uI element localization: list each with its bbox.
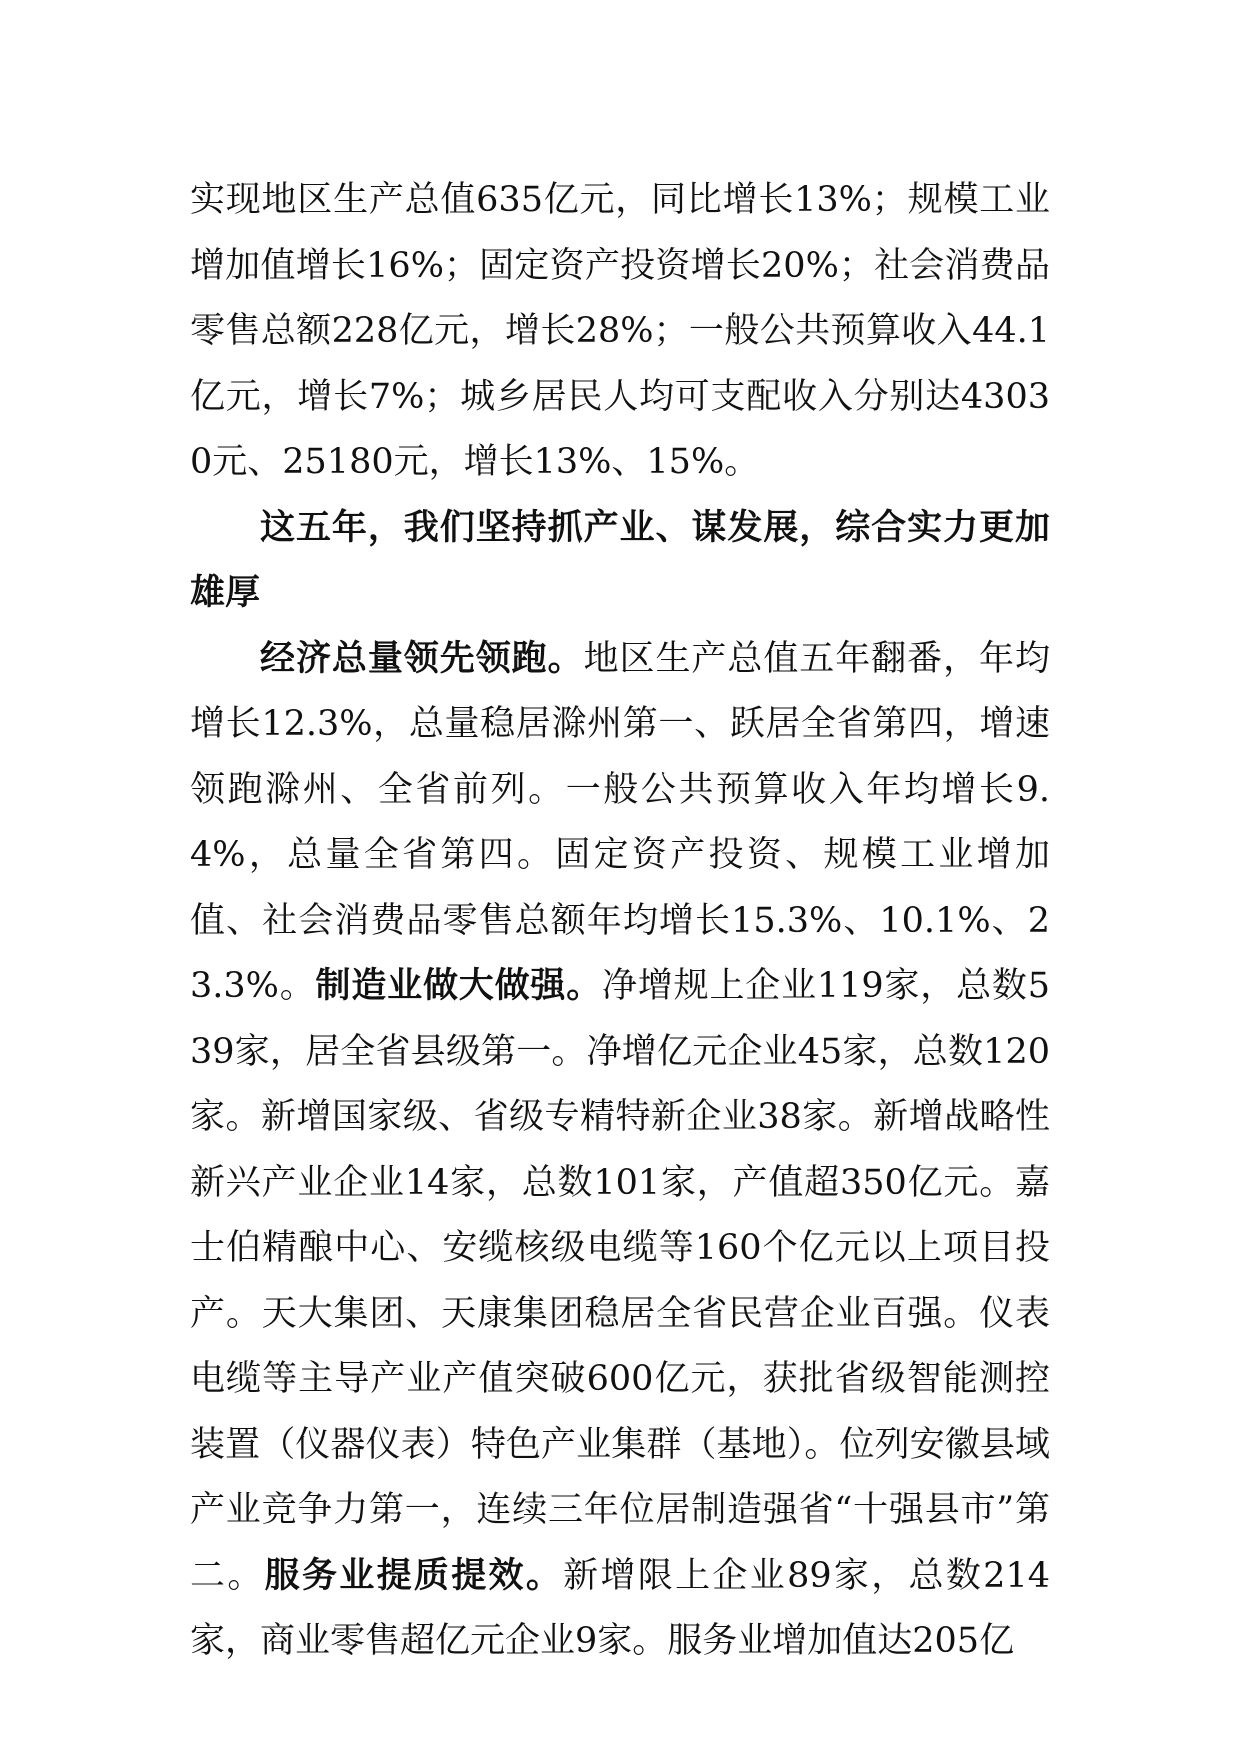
text-services: 新增限上企业89家，总数214家，商业零售超亿元企业9家。服务业增加值达205亿 [190, 1555, 1050, 1661]
lead-economic-total: 经济总量领先领跑。 [260, 638, 584, 679]
lead-manufacturing: 制造业做大做强。 [315, 966, 603, 1006]
text-manufacturing: 净增规上企业119家，总数539家，居全省县级第一。净增亿元企业45家，总数120家。新增国家级、省级专精特新企业38家。新增战略性新兴产业企业14家，总数101家，产值超350亿元。嘉士伯精酿中心、安缆核级电缆等160个亿元以上项目投产。天大集团、天康集团稳居全省民营企业百强。仪表电缆等主导产业产值突破600亿元，获批省级智能测控装置（仪器仪表）特色产业集群（基地）。位列安徽县域产业竞争力第一，连续三年位居制造强省“十强县市”第二。 [190, 966, 1051, 1596]
section-heading: 这五年，我们坚持抓产业、谋发展，综合实力更加雄厚 [190, 507, 1050, 613]
text-economic-total: 地区生产总值五年翻番，年均增长12.3%，总量稳居滁州第一、跃居全省第四，增速领跑滁州、全省前列。一般公共预算收入年均增长9.4%，总量全省第四。固定资产投资、规模工业增加值、社会消费品零售总额年均增长15.3%、10.1%、23.3%。 [190, 638, 1050, 1006]
paragraph-economic-summary: 实现地区生产总值635亿元，同比增长13%；规模工业增加值增长16%；固定资产投资增长20%；社会消费品零售总额228亿元，增长28%；一般公共预算收入44.1亿元，增长7%；城乡居民人均可支配收入分别达43030元、25180元，增长13%、15%。 [190, 180, 1050, 482]
lead-services: 服务业提质提效。 [264, 1555, 564, 1596]
document-page [190, 168, 1050, 1675]
paragraph-industry-development [190, 627, 1050, 1675]
